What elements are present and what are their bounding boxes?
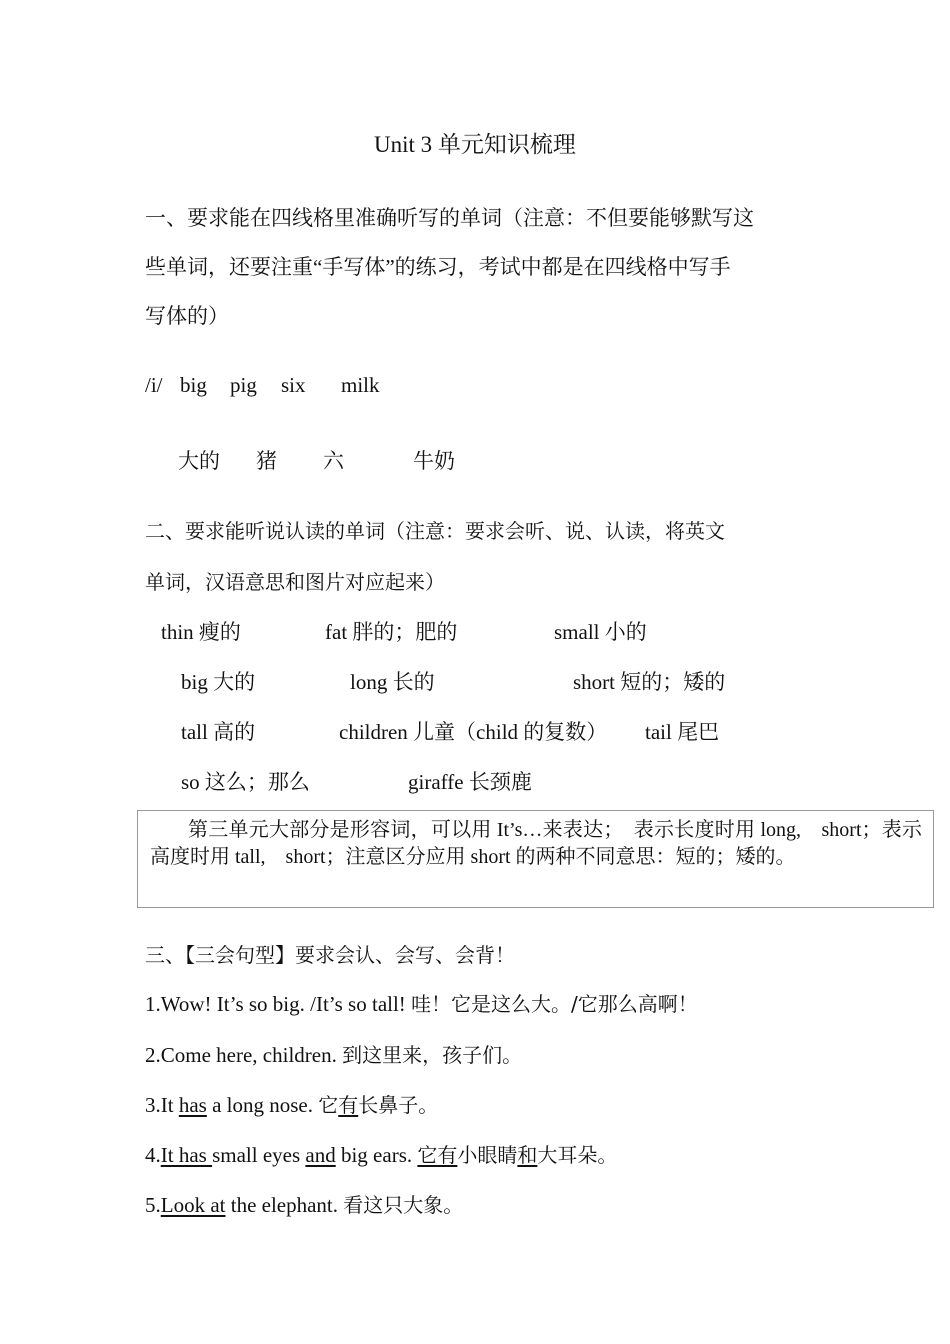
section1-line-1: 一、要求能在四线格里准确听写的单词（注意：不但要能够默写这 <box>145 206 754 230</box>
sentence-3 <box>145 1089 438 1118</box>
section1-line-2: 些单词，还要注重“手写体”的练习，考试中都是在四线格中写手 <box>145 255 731 279</box>
vocab-item: tall 高的 <box>181 720 256 744</box>
sentence-english-part: big ears. <box>335 1143 418 1167</box>
sentence-number: 5. <box>145 1193 161 1217</box>
vocab-item: so 这么；那么 <box>181 770 310 794</box>
sentence-number: 4. <box>145 1143 161 1167</box>
sentence-2 <box>145 1039 522 1068</box>
note-text: 第三单元大部分是形容词，可以用 It’s…来表达； 表示长度时用 long, short；表示高度时用 tall, short；注意区分应用 short 的两种不同意思：短的；矮的。 <box>150 819 922 868</box>
page-title: Unit 3 单元知识梳理 <box>374 132 576 157</box>
sentence-english: Wow! It’s so big. /It’s so tall! <box>160 992 412 1016</box>
vocab-item: small 小的 <box>554 620 647 644</box>
section2-line-1: 二、要求能听说认读的单词（注意：要求会听、说、认读，将英文 <box>145 519 725 543</box>
sentence-english-part: It <box>160 1093 179 1117</box>
sentence-4 <box>145 1139 617 1168</box>
sentence-chinese: 哇！它是这么大。/它那么高啊！ <box>411 992 698 1016</box>
dictation-meaning: 大的 <box>178 449 220 473</box>
sentence-english-part: the elephant. <box>225 1193 344 1217</box>
phonics-symbol: /i/ <box>145 373 163 397</box>
dictation-word: pig <box>230 373 257 397</box>
vocab-item: tail 尾巴 <box>645 720 720 744</box>
sentence-chinese-part: 小眼睛 <box>457 1143 518 1167</box>
sentence-number: 3. <box>145 1093 161 1117</box>
section1-line-3: 写体的） <box>145 304 229 328</box>
sentence-english-part: a long nose. <box>206 1093 319 1117</box>
underlined-keyword: 它有 <box>417 1143 458 1167</box>
sentence-number: 1. <box>145 992 161 1016</box>
sentence-chinese-part: 大耳朵。 <box>537 1143 618 1167</box>
underlined-keyword: 有 <box>338 1093 359 1117</box>
underlined-keyword: It has <box>160 1143 213 1167</box>
dictation-meaning: 牛奶 <box>413 449 455 473</box>
dictation-word: big <box>180 373 207 397</box>
underlined-keyword: has <box>178 1093 207 1117</box>
sentence-english: Come here, children. <box>160 1043 343 1067</box>
sentence-chinese: 到这里来，孩子们。 <box>342 1043 523 1067</box>
section2-line-2: 单词，汉语意思和图片对应起来） <box>145 570 445 594</box>
sentence-chinese: 看这只大象。 <box>343 1193 464 1217</box>
underlined-keyword: Look at <box>160 1193 226 1217</box>
sentence-number: 2. <box>145 1043 161 1067</box>
underlined-keyword: and <box>305 1143 336 1167</box>
dictation-meaning: 六 <box>323 449 344 473</box>
sentence-5 <box>145 1189 463 1218</box>
vocab-item: children 儿童（child 的复数） <box>339 720 608 744</box>
vocab-item: long 长的 <box>350 670 435 694</box>
dictation-meaning: 猪 <box>256 449 277 473</box>
sentence-1 <box>145 988 698 1017</box>
sentence-chinese-part: 它 <box>318 1093 339 1117</box>
section3-heading: 三、【三会句型】要求会认、会写、会背！ <box>145 943 515 967</box>
dictation-word: milk <box>341 373 380 397</box>
vocab-item: big 大的 <box>181 670 256 694</box>
sentence-english-part: small eyes <box>212 1143 306 1167</box>
vocab-item: fat 胖的；肥的 <box>325 620 458 644</box>
underlined-keyword: 和 <box>517 1143 538 1167</box>
vocab-item: short 短的；矮的 <box>573 670 726 694</box>
dictation-word: six <box>281 373 306 397</box>
sentence-chinese-part: 长鼻子。 <box>358 1093 439 1117</box>
vocab-item: giraffe 长颈鹿 <box>408 770 532 794</box>
vocab-item: thin 瘦的 <box>161 620 241 644</box>
